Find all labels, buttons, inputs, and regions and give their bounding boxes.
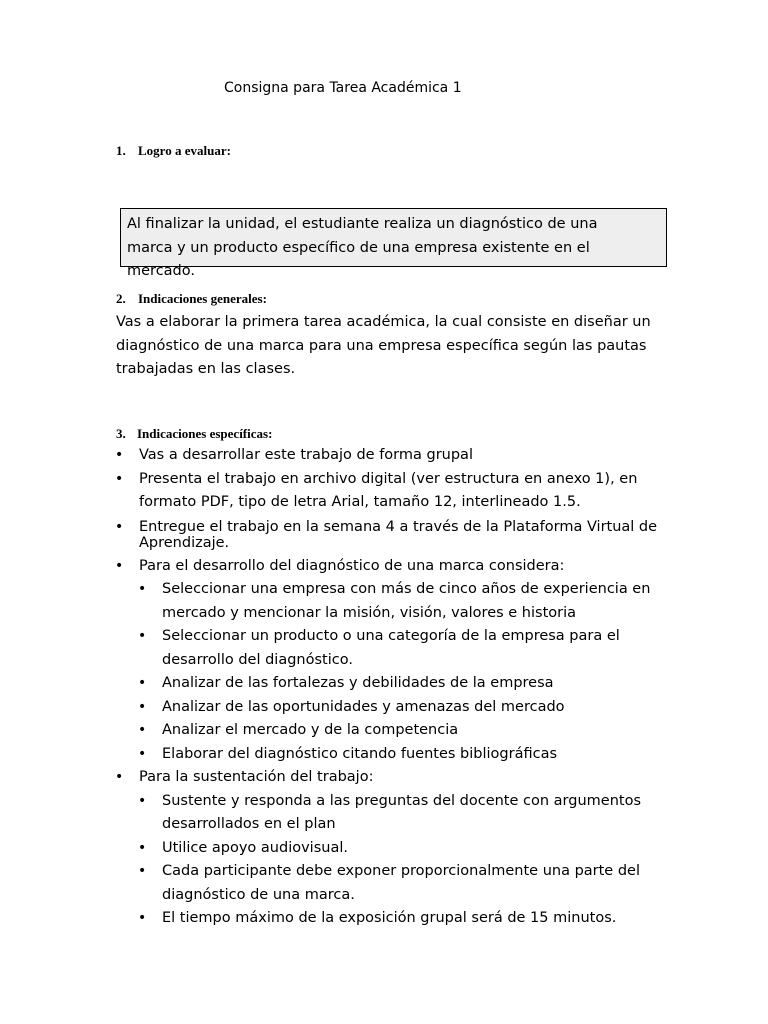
bullet-icon: •	[138, 863, 147, 879]
sub-list-item	[138, 672, 676, 696]
section-1-title: Logro a evaluar:	[138, 143, 231, 158]
sub-list-item-text: Seleccionar una empresa con más de cinco años de experiencia en	[162, 581, 651, 597]
sub-list-item	[138, 719, 676, 743]
list-item-text: Entregue el trabajo en la semana 4 a través de la Plataforma Virtual de	[139, 518, 658, 535]
bullet-icon: •	[115, 557, 124, 574]
sub-list-diagnostico	[116, 578, 676, 766]
sub-list-item-text: Analizar el mercado y de la competencia	[162, 722, 459, 738]
paragraph-line: Vas a elaborar la primera tarea académica, la cual consiste en diseñar un	[116, 314, 651, 330]
bullet-icon: •	[115, 518, 124, 535]
section-3-title: Indicaciones específicas:	[137, 426, 273, 441]
sub-list-item-text: Seleccionar un producto o una categoría de la empresa para el	[162, 628, 620, 644]
sub-list-item-text: desarrollo del diagnóstico.	[162, 651, 353, 668]
sub-list-item	[138, 907, 676, 931]
bullet-icon: •	[115, 769, 124, 785]
bullet-icon: •	[138, 745, 147, 762]
paragraph-line: diagnóstico de una marca para una empresa específica según las pautas	[116, 337, 647, 354]
bullet-icon: •	[115, 470, 124, 487]
list-item-text: formato PDF, tipo de letra Arial, tamaño 12, interlineado 1.5.	[139, 494, 581, 510]
list-item	[116, 468, 676, 515]
bullet-icon: •	[138, 839, 147, 856]
sub-list-item-text: Elaborar del diagnóstico citando fuentes bibliográficas	[162, 745, 558, 762]
section-2-paragraph	[116, 311, 651, 382]
list-item-text: Vas a desarrollar este trabajo de forma grupal	[139, 447, 473, 463]
bullet-icon: •	[138, 581, 147, 597]
section-3-heading	[116, 426, 272, 442]
section-2-number: 2.	[116, 291, 126, 306]
sub-list-item-text: desarrollados en el plan	[162, 816, 336, 832]
bullet-icon: •	[138, 675, 147, 691]
sub-list-item	[138, 578, 676, 625]
section-2-heading	[116, 291, 267, 307]
logro-text: Al finalizar la unidad, el estudiante realiza un diagnóstico de una marca y un producto específico de una empresa existente en el mercado.	[127, 216, 598, 279]
list-item-text: Aprendizaje.	[139, 534, 230, 551]
sub-list-item	[138, 860, 676, 907]
document-title: Consigna para Tarea Académica 1	[224, 80, 462, 96]
list-item-text: Para la sustentación del trabajo:	[139, 769, 374, 785]
bullet-icon: •	[138, 722, 147, 738]
sub-list-item	[138, 696, 676, 720]
sub-list-item-text: El tiempo máximo de la exposición grupal será de 15 minutos.	[162, 910, 617, 926]
sub-list-item	[138, 625, 676, 672]
bullet-icon: •	[138, 792, 147, 809]
sub-list-sustentacion	[116, 790, 676, 931]
list-item-text: Presenta el trabajo en archivo digital (ver estructura en anexo 1), en	[139, 470, 638, 487]
sub-list-item-text: Utilice apoyo audiovisual.	[162, 839, 348, 856]
section-3-number: 3.	[116, 426, 126, 441]
bullet-icon: •	[138, 910, 147, 926]
list-item-text: Para el desarrollo del diagnóstico de una marca considera:	[139, 557, 565, 574]
sub-list-item-text: Analizar de las oportunidades y amenazas del mercado	[162, 698, 565, 715]
sub-list-item-text: diagnóstico de una marca.	[162, 886, 355, 903]
list-item	[116, 766, 676, 790]
sub-list-item	[138, 837, 676, 861]
bullet-icon: •	[115, 447, 124, 463]
specific-instructions-list	[116, 444, 676, 931]
sub-list-item-text: mercado y mencionar la misión, visión, valores e historia	[162, 604, 577, 621]
list-item	[116, 444, 676, 468]
list-item	[116, 555, 676, 579]
sub-list-item	[138, 743, 676, 767]
section-2-title: Indicaciones generales:	[138, 291, 267, 306]
bullet-icon: •	[138, 628, 147, 644]
paragraph-line: trabajadas en las clases.	[116, 361, 296, 377]
sub-list-item	[138, 790, 676, 837]
section-1-number: 1.	[116, 143, 126, 158]
list-item	[116, 515, 676, 551]
logro-box	[120, 208, 667, 279]
sub-list-item-text: Analizar de las fortalezas y debilidades de la empresa	[162, 675, 554, 691]
sub-list-item-text: Cada participante debe exponer proporcionalmente una parte del	[162, 863, 640, 879]
section-1-heading	[116, 143, 231, 159]
sub-list-item-text: Sustente y responda a las preguntas del docente con argumentos	[162, 792, 642, 809]
bullet-icon: •	[138, 698, 147, 715]
